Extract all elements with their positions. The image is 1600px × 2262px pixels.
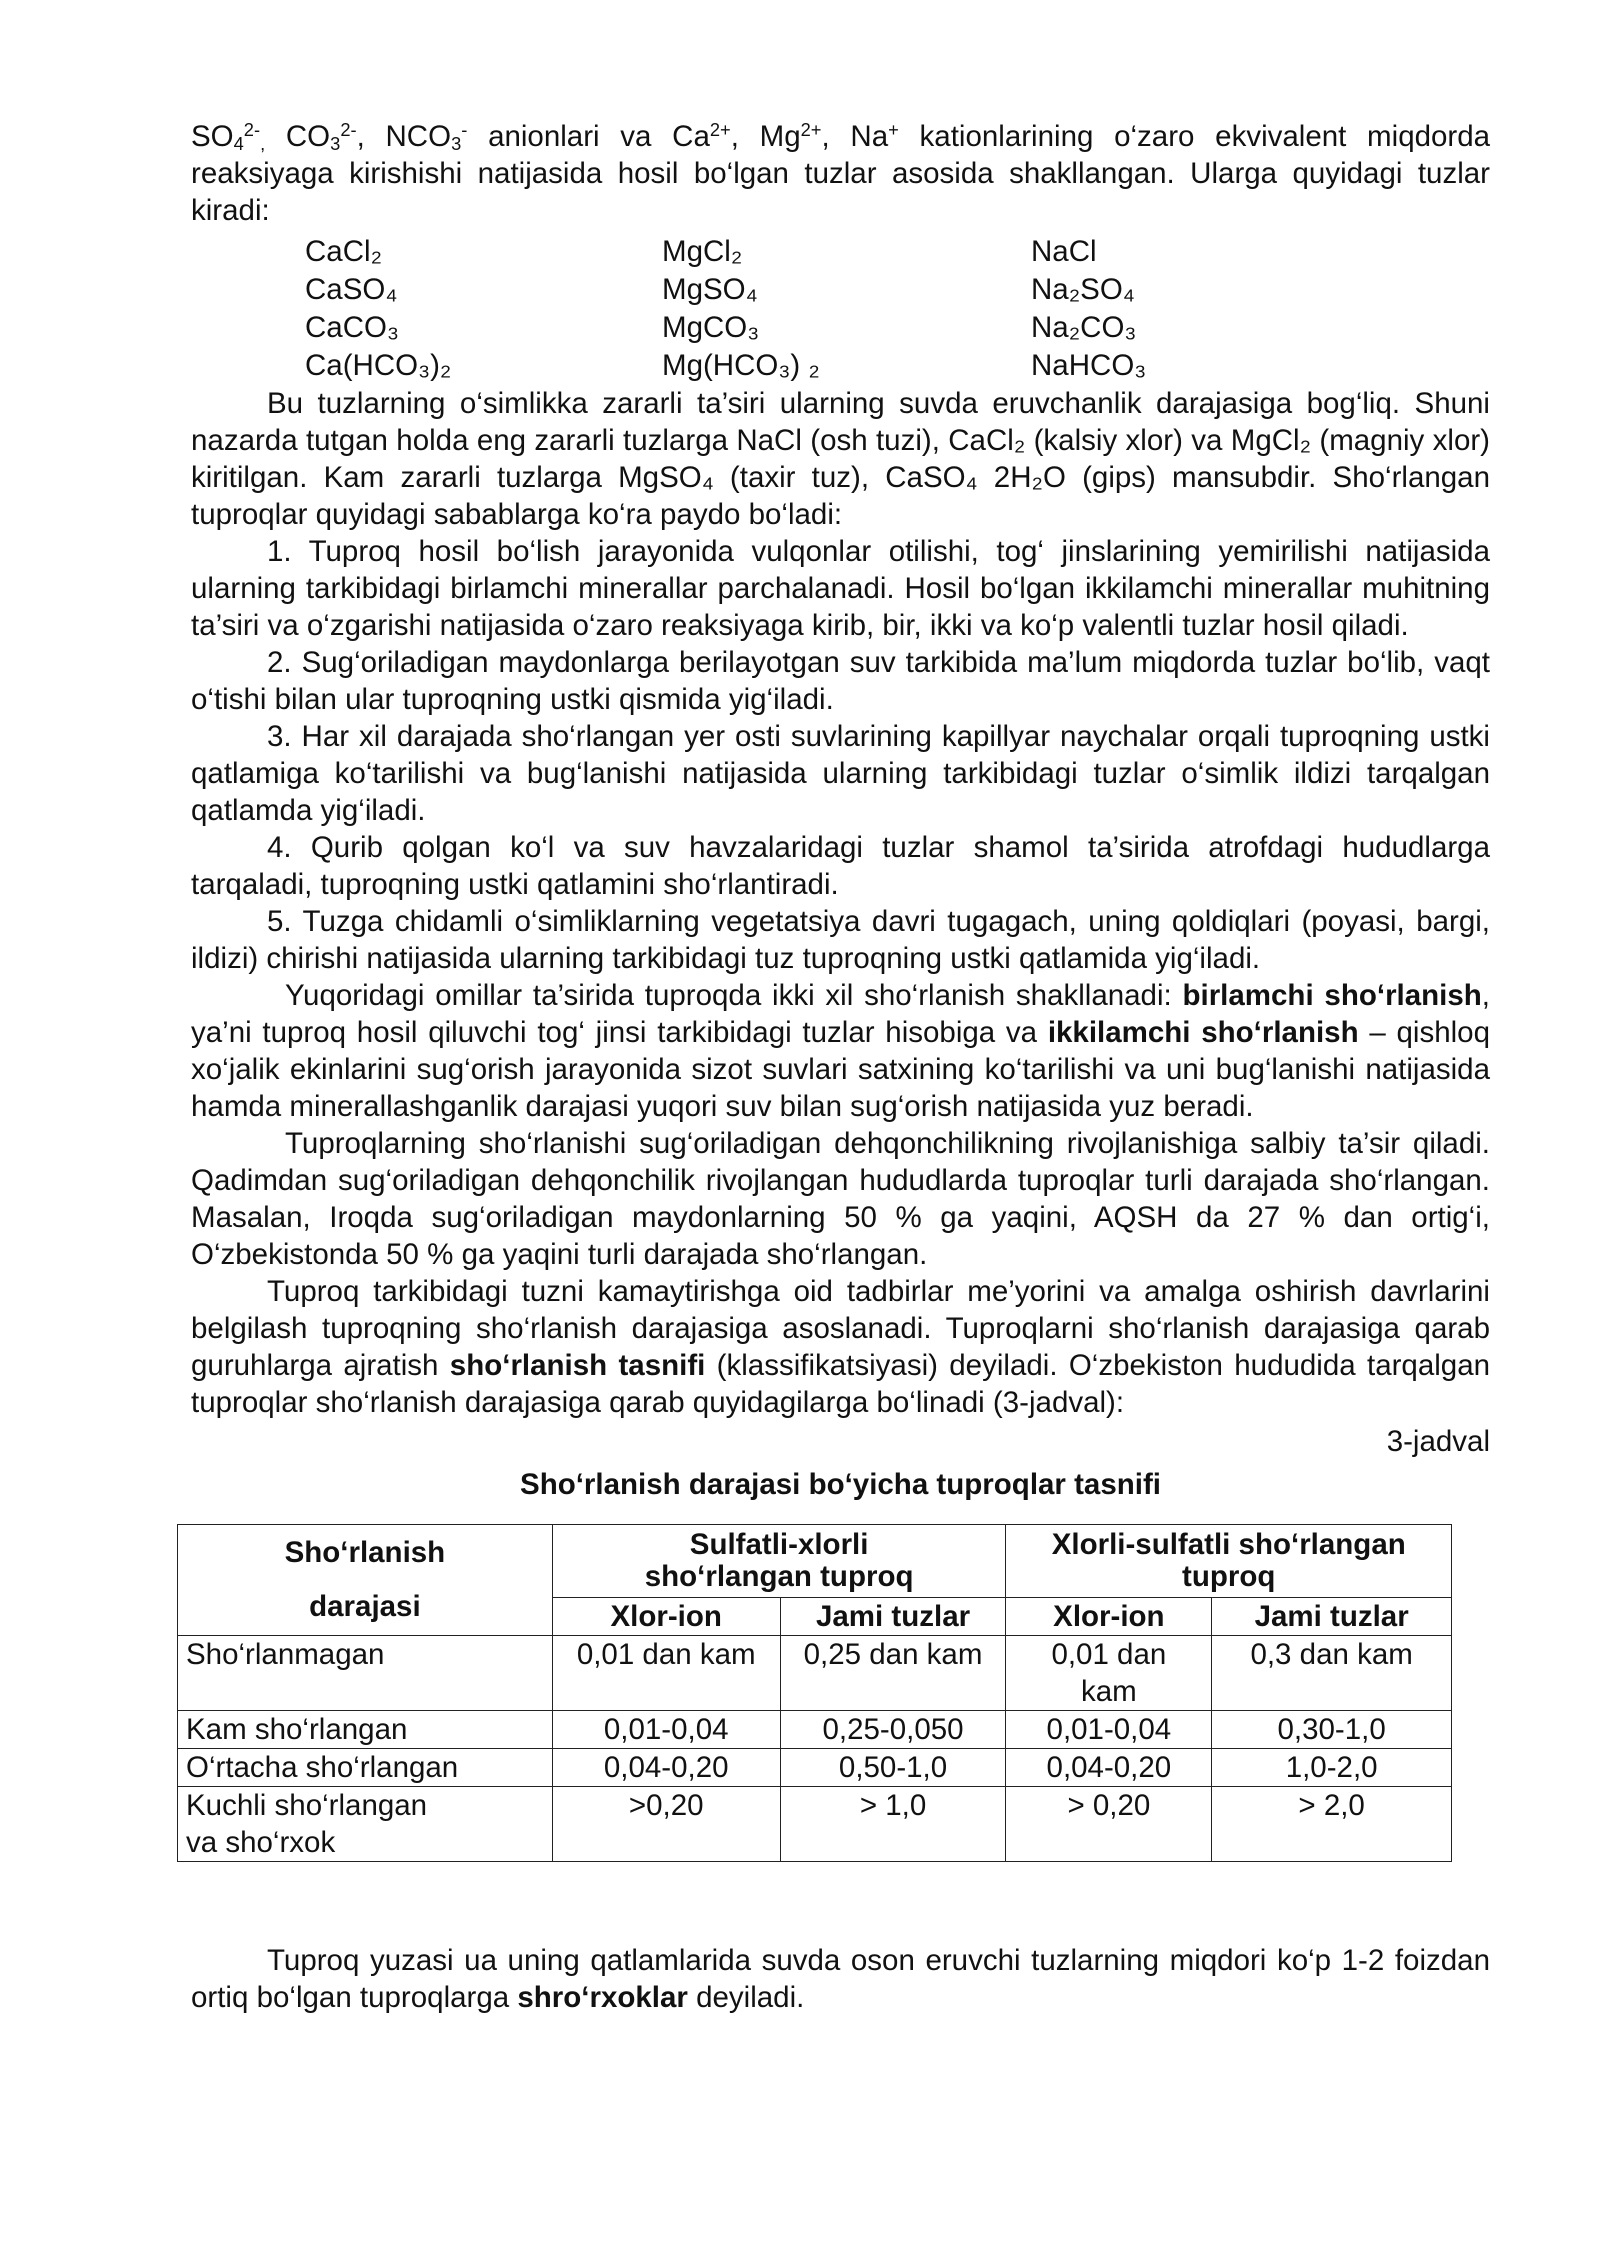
paragraph-solonchak xyxy=(191,1942,1490,2016)
subheader-total-salts: Jami tuzlar xyxy=(1212,1598,1452,1636)
salt-list xyxy=(305,233,1490,385)
paragraph-harmfulness: Bu tuzlarning o‘simlikka zararli ta’siri ularning suvda eruvchanlik darajasiga bog‘liq. Shuni nazarda tutgan holda eng zararli tuzlarga NaCl (osh tuzi), CaCl₂ (kalsiy xlor) va MgCl₂ (magniy xlor) kiritilgan. Kam zararli tuzlarga MgSO₄ (taxir tuz), CaSO₄ 2H₂O (gips) mansubdir. Sho‘rlangan tuproqlar quyidagi sabablarga ko‘ra paydo bo‘ladi: xyxy=(191,387,1490,531)
text-run: , ya’ni tuproq hosil qiluvchi tog‘ jinsi tarkibidagi tuzlar hisobiga va xyxy=(191,979,1490,1049)
intro-ion-so4: $SO_4^{2-}_,$ $CO_3^{2-}$, $NCO_3^-$ xyxy=(191,118,468,155)
cell-value: 1,0-2,0 xyxy=(1212,1749,1452,1787)
list-item-3: 3. Har xil darajada sho‘rlangan yer osti suvlarining kapillyar naychalar orqali tuproqning ustki qatlamiga ko‘tarilishi va bug‘lanishi natijasida ularning tarkibidagi tuzlar o‘simlik ildizi tarqalgan qatlamda yig‘iladi. xyxy=(191,720,1490,827)
intro-anions-text: anionlari va Ca xyxy=(488,120,710,153)
cell-value: 0,3 dan kam xyxy=(1212,1636,1452,1711)
text-run: (klassifikatsiyasi) deyiladi. O‘zbekiston hududida tarqalgan tuproqlar sho‘rlanish darajasiga qarab quyidagilarga bo‘linadi (3-jadval): xyxy=(191,1349,1491,1419)
cell-degree: Kuchli sho‘rlangan va sho‘rxok xyxy=(178,1787,553,1862)
salt-item: Ca(HCO₃)₂ xyxy=(305,349,452,382)
salt-item: Mg(HCO₃) ₂ xyxy=(662,349,820,382)
cell-value: 0,50-1,0 xyxy=(780,1749,1006,1787)
cell-value: 0,04-0,20 xyxy=(552,1749,780,1787)
term-classification: sho‘rlanish tasnifi xyxy=(449,1349,706,1382)
table-label: 3-jadval xyxy=(1386,1425,1490,1458)
header-chloride-sulfate: Xlorli-sulfatli sho‘rlangan tuproq xyxy=(1006,1525,1452,1598)
intro-cations-text: kationlarining o‘zaro ekvivalent miqdorda reaksiyaga kirishishi natijasida hosil bo‘lgan tuzlar asosida shakllangan. Ularga quyidagi tuzlar kiradi: xyxy=(191,120,1491,227)
cell-value: > 1,0 xyxy=(780,1787,1006,1862)
cell-value: > 2,0 xyxy=(1212,1787,1452,1862)
salt-item: NaCl xyxy=(1031,235,1097,268)
salt-item: MgSO₄ xyxy=(662,273,758,306)
table-row xyxy=(178,1749,1452,1787)
cell-degree: Kam sho‘rlangan xyxy=(178,1711,553,1749)
salt-column-calcium xyxy=(305,233,662,385)
salt-item: Na₂SO₄ xyxy=(1031,273,1135,306)
table-title: Sho‘rlanish darajasi bo‘yicha tuproqlar tasnifi xyxy=(520,1468,1161,1501)
cell-value: 0,01 dan kam xyxy=(1006,1636,1212,1711)
cell-value: 0,04-0,20 xyxy=(1006,1749,1212,1787)
intro-paragraph: $SO_4^{2-}_,$ $CO_3^{2-}$, $NCO_3^-$ anionlari va $Ca^{2+}$, $Mg^{2+}$, Na+ kationlarining o‘zaro ekvivalent miqdorda reaksiyaga kirishishi natijasida hosil bo‘lgan tuzlar asosida shakllangan. Ularga quyidagi tuzlar kiradi: xyxy=(191,118,1491,227)
paragraph-irrigation-impact: Tuproqlarning sho‘rlanishi sug‘oriladigan dehqonchilikning rivojlanishiga salbiy ta’sir qiladi. Qadimdan sug‘oriladigan dehqonchilik rivojlangan hududlarda tuproqlar turli darajada sho‘rlangan. Masalan, Iroqda sug‘oriladigan maydonlarning 50 % ga yaqini, AQSH da 27 % dan ortig‘i, O‘zbekistonda 50 % ga yaqini turli darajada sho‘rlangan. xyxy=(191,1127,1490,1271)
cell-value: 0,01-0,04 xyxy=(552,1711,780,1749)
cell-value: 0,30-1,0 xyxy=(1212,1711,1452,1749)
salt-item: NaHCO₃ xyxy=(1031,349,1147,382)
table-row xyxy=(178,1787,1452,1862)
salt-item: Na₂CO₃ xyxy=(1031,311,1137,344)
table-row xyxy=(178,1636,1452,1711)
table-row xyxy=(178,1711,1452,1749)
list-item-4: 4. Qurib qolgan ko‘l va suv havzalaridagi tuzlar shamol ta’sirida atrofdagi hududlarga tarqaladi, tuproqning ustki qatlamini sho‘rlantiradi. xyxy=(191,831,1490,901)
salt-item: CaCO₃ xyxy=(305,311,399,344)
list-item-2: 2. Sug‘oriladigan maydonlarga berilayotgan suv tarkibida ma’lum miqdorda tuzlar bo‘lib, vaqt o‘tishi bilan ular tuproqning ustki qismida yig‘iladi. xyxy=(191,646,1490,716)
term-secondary-salinization: ikkilamchi sho‘rlanish xyxy=(1047,1016,1359,1049)
salt-item: CaSO₄ xyxy=(305,273,398,306)
text-run: Yuqoridagi omillar ta’sirida tuproqda ikki xil sho‘rlanish shakllanadi: xyxy=(285,979,1183,1012)
list-item-1: 1. Tuproq hosil bo‘lish jarayonida vulqonlar otilishi, tog‘ jinslarining yemirilishi natijasida ularning tarkibidagi birlamchi minerallar parchalanadi. Hosil bo‘lgan ikkilamchi minerallar muhitning ta’siri va o‘zgarishi natijasida o‘zaro reaksiyaga kirib, bir, ikki va ko‘p valentli tuzlar hosil qiladi. xyxy=(191,535,1490,642)
cell-value: 0,25 dan kam xyxy=(780,1636,1006,1711)
term-primary-salinization: birlamchi sho‘rlanish xyxy=(1182,979,1482,1012)
header-degree-line2: darajasi xyxy=(309,1590,421,1623)
list-item-5: 5. Tuzga chidamli o‘simliklarning vegetatsiya davri tugagach, uning qoldiqlari (poyasi, bargi, ildizi) chirishi natijasida ularning tarkibidagi tuz tuproqning ustki qatlamida yig‘iladi. xyxy=(191,905,1490,975)
header-degree-line1: Sho‘rlanish xyxy=(284,1536,446,1569)
text-run: deyiladi. xyxy=(687,1981,805,2014)
text-run: – qishloq xo‘jalik ekinlarini sug‘orish jarayonida sizot suvlari satxining ko‘tarilishi va uni bug‘lanishi natijasida hamda minerallashganlik darajasi yuqori suv bilan sug‘orish natijasida yuz beradi. xyxy=(191,1016,1490,1123)
paragraph-salinization-types xyxy=(191,977,1490,1125)
salt-column-sodium xyxy=(1031,233,1331,385)
header-degree xyxy=(178,1525,553,1636)
cell-value: 0,01-0,04 xyxy=(1006,1711,1212,1749)
salt-item: MgCl₂ xyxy=(662,235,743,268)
cell-value: >0,20 xyxy=(552,1787,780,1862)
term-solonchak: shro‘rxoklar xyxy=(517,1981,688,2014)
cell-value: 0,25-0,050 xyxy=(780,1711,1006,1749)
salt-item: CaCl₂ xyxy=(305,235,383,268)
text-run: Tuproq tarkibidagi tuzni kamaytirishga oid tadbirlar me’yorini va amalga oshirish davrlarini belgilash tuproqning sho‘rlanish darajasiga asoslanadi. Tuproqlarni sho‘rlanish darajasiga qarab guruhlarga ajratish xyxy=(191,1275,1490,1382)
salt-item: MgCO₃ xyxy=(662,311,760,344)
salinity-classification-table xyxy=(177,1524,1452,1862)
spacer xyxy=(191,1862,1490,1942)
cell-degree: Sho‘rlanmagan xyxy=(178,1636,553,1711)
subheader-chlorine-ion: Xlor-ion xyxy=(552,1598,780,1636)
cell-degree: O‘rtacha sho‘rlangan xyxy=(178,1749,553,1787)
text-run: Tuproq yuzasi ua uning qatlamlarida suvda oson eruvchi tuzlarning miqdori ko‘p 1-2 foizdan ortiq bo‘lgan tuproqlarga xyxy=(191,1944,1490,2014)
paragraph-classification xyxy=(191,1273,1490,1421)
header-sulfate-chloride: Sulfatli-xlorli sho‘rlangan tuproq xyxy=(552,1525,1006,1598)
cell-value: 0,01 dan kam xyxy=(552,1636,780,1711)
cell-value: > 0,20 xyxy=(1006,1787,1212,1862)
salt-column-magnesium xyxy=(662,233,1031,385)
subheader-chlorine-ion: Xlor-ion xyxy=(1006,1598,1212,1636)
subheader-total-salts: Jami tuzlar xyxy=(780,1598,1006,1636)
